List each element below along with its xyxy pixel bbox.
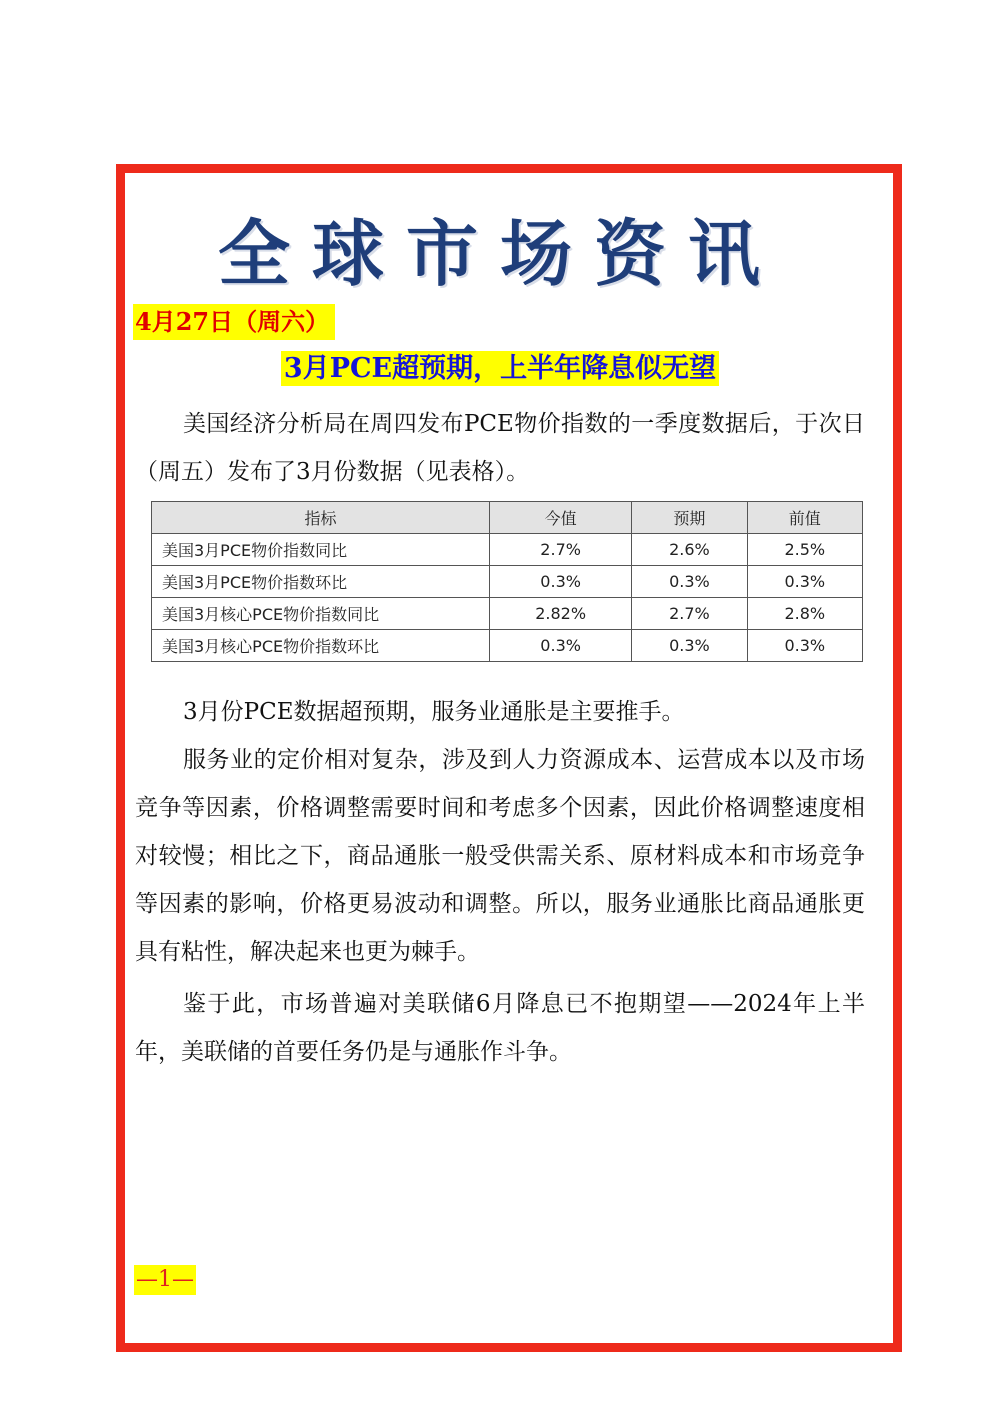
- forecast-value: 2.7%: [632, 598, 747, 630]
- row-label: 美国3月PCE物价指数同比: [152, 534, 490, 566]
- header-forecast: 预期: [632, 502, 747, 534]
- forecast-value: 0.3%: [632, 566, 747, 598]
- table-header-row: [152, 502, 863, 534]
- forecast-value: 2.6%: [632, 534, 747, 566]
- row-label: 美国3月核心PCE物价指数同比: [152, 598, 490, 630]
- actual-value: 2.82%: [490, 598, 632, 630]
- pce-data-table: [151, 501, 863, 662]
- table-row: [152, 630, 863, 662]
- paragraph-services-pricing: 服务业的定价相对复杂，涉及到人力资源成本、运营成本以及市场竞争等因素，价格调整需要时间和考虑多个因素，因此价格调整速度相对较慢；相比之下，商品通胀一般受供需关系、原材料成本和市场竞争等因素的影响，价格更易波动和调整。所以，服务业通胀比商品通胀更具有粘性，解决起来也更为棘手。: [135, 747, 865, 965]
- previous-value: 2.8%: [747, 598, 862, 630]
- forecast-value: 0.3%: [632, 630, 747, 662]
- previous-value: 2.5%: [747, 534, 862, 566]
- headline-text: 3月PCE超预期，上半年降息似无望: [281, 351, 719, 386]
- row-label: 美国3月PCE物价指数环比: [152, 566, 490, 598]
- intro-paragraph: 美国经济分析局在周四发布PCE物价指数的一季度数据后，于次日（周五）发布了3月份数据（见表格）。: [135, 411, 865, 485]
- date-line: 4月27日（周六）: [133, 304, 335, 340]
- paragraph-conclusion: 鉴于此，市场普遍对美联储6月降息已不抱期望——2024年上半年，美联储的首要任务仍是与通胀作斗争。: [135, 991, 865, 1065]
- actual-value: 0.3%: [490, 630, 632, 662]
- paragraph-services-driver: 3月份PCE数据超预期，服务业通胀是主要推手。: [183, 699, 685, 725]
- page-number: —1—: [134, 1265, 196, 1295]
- actual-value: 2.7%: [490, 534, 632, 566]
- previous-value: 0.3%: [747, 566, 862, 598]
- row-label: 美国3月核心PCE物价指数环比: [152, 630, 490, 662]
- masthead-title: 全球市场资讯: [217, 211, 782, 296]
- actual-value: 0.3%: [490, 566, 632, 598]
- header-previous: 前值: [747, 502, 862, 534]
- table-row: [152, 534, 863, 566]
- headline: [0, 351, 1000, 387]
- table-row: [152, 598, 863, 630]
- table-row: [152, 566, 863, 598]
- header-indicator: 指标: [152, 502, 490, 534]
- previous-value: 0.3%: [747, 630, 862, 662]
- header-actual: 今值: [490, 502, 632, 534]
